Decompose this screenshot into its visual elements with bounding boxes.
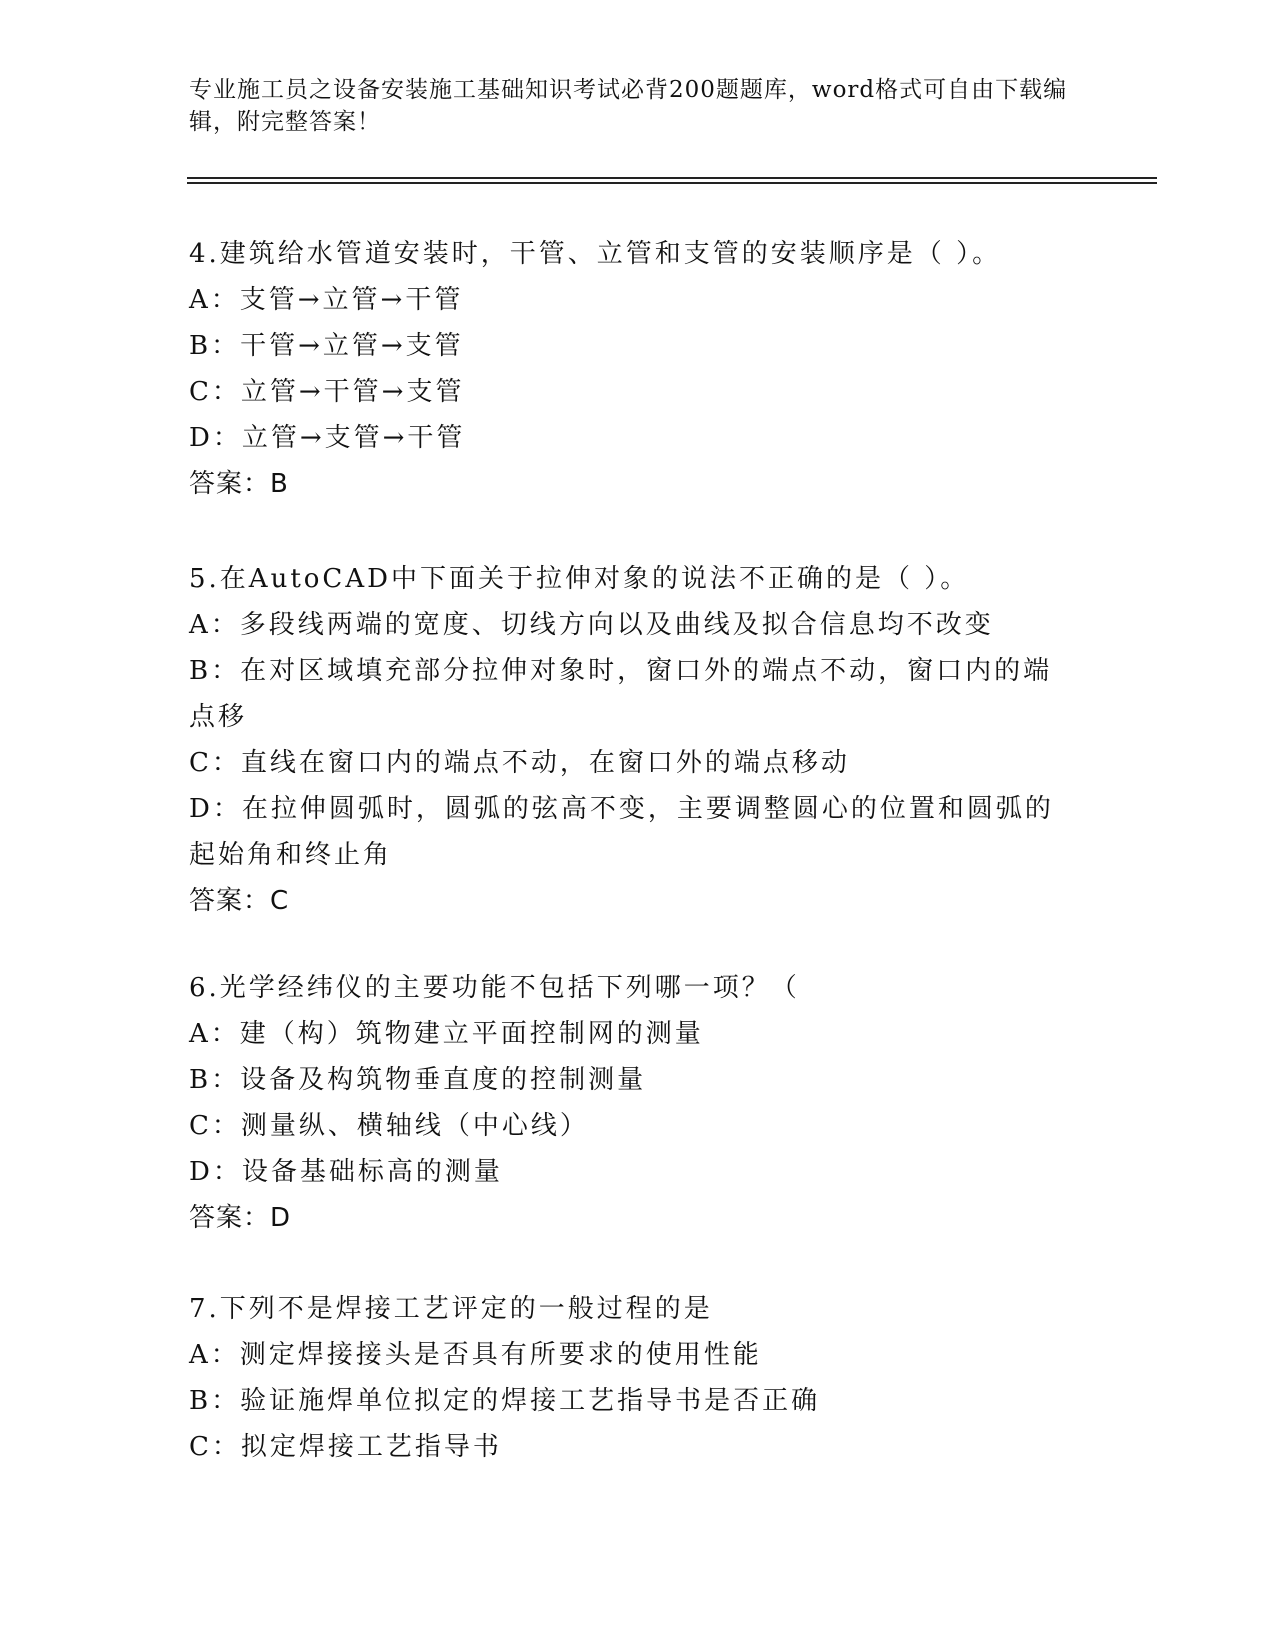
question-stem: 7.下列不是焊接工艺评定的一般过程的是	[189, 1294, 713, 1324]
option-b: B：设备及构筑物垂直度的控制测量	[189, 1065, 647, 1095]
option-c: C：直线在窗口内的端点不动，在窗口外的端点移动	[189, 748, 850, 778]
option-a: A：测定焊接接头是否具有所要求的使用性能	[189, 1340, 762, 1370]
question-5	[189, 556, 1089, 924]
option-a: A：支管→立管→干管	[189, 285, 464, 315]
option-c: C：测量纵、横轴线（中心线）	[189, 1111, 589, 1141]
answer: 答案：C	[189, 886, 290, 916]
option-c: C：拟定焊接工艺指导书	[189, 1432, 502, 1462]
header-divider-bottom	[187, 182, 1157, 184]
header-divider-top	[187, 177, 1157, 179]
question-stem: 5.在AutoCAD中下面关于拉伸对象的说法不正确的是（ ）。	[189, 564, 970, 594]
option-d: D：设备基础标高的测量	[189, 1157, 503, 1187]
option-b: B：干管→立管→支管	[189, 331, 464, 361]
answer: 答案：D	[189, 1203, 292, 1233]
question-stem: 6.光学经纬仪的主要功能不包括下列哪一项？（	[189, 973, 800, 1003]
option-b: B：验证施焊单位拟定的焊接工艺指导书是否正确	[189, 1386, 821, 1416]
option-a: A：多段线两端的宽度、切线方向以及曲线及拟合信息均不改变	[189, 610, 994, 640]
option-c: C：立管→干管→支管	[189, 377, 465, 407]
option-b: B：在对区域填充部分拉伸对象时，窗口外的端点不动，窗口内的端点移	[189, 656, 1053, 732]
question-stem: 4.建筑给水管道安装时，干管、立管和支管的安装顺序是（ ）。	[189, 239, 1002, 269]
option-a: A：建（构）筑物建立平面控制网的测量	[189, 1019, 704, 1049]
question-7	[189, 1286, 1089, 1470]
answer: 答案：B	[189, 469, 289, 499]
document-header: 专业施工员之设备安装施工基础知识考试必背200题题库，word格式可自由下载编辑，附完整答案！	[189, 77, 1068, 135]
question-6	[189, 965, 1089, 1241]
option-d: D：在拉伸圆弧时，圆弧的弦高不变，主要调整圆心的位置和圆弧的起始角和终止角	[189, 794, 1054, 870]
option-d: D：立管→支管→干管	[189, 423, 466, 453]
question-4	[189, 231, 1089, 507]
